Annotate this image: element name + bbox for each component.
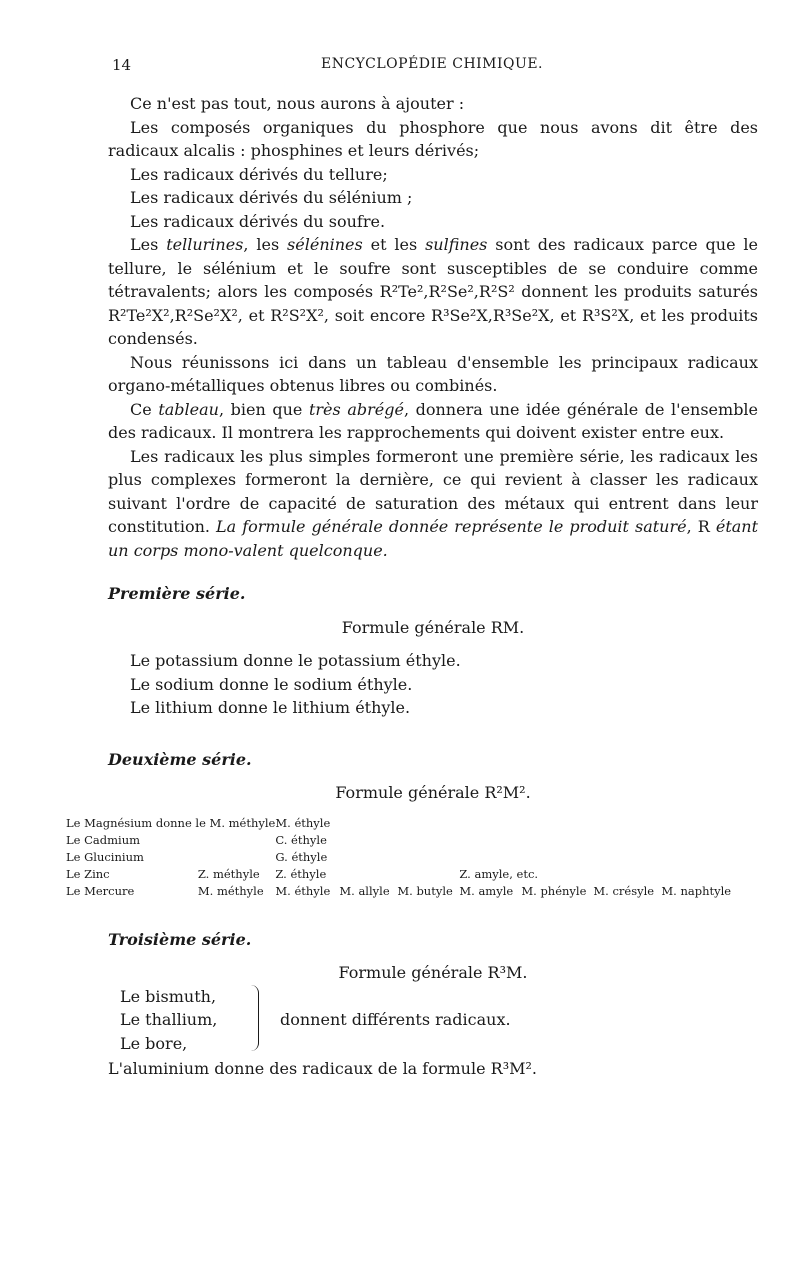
serie2-title: Deuxième série. [108,749,252,769]
serie2-formula: Formule générale R²M². [335,783,531,802]
italic-run: sulfines [425,235,488,254]
text-run: , les [243,235,288,254]
text-run: sont des radicaux parce que le tellure, le sélénium et le soufre sont susceptibles de se conduire comme tétravalents; alors les composés R²Te²,R²Se²,R²S² donnent les produits saturés R²Te²X²,R²Se²X², et R²S²X², soit encore R³Se²X,R³Se²X, et R³S²X, et les produits condensés. [108,235,759,348]
serie1-title: Première série. [108,584,246,603]
table-cell: Le Mercure [66,883,135,898]
table-cell: M. amyle [459,883,514,898]
brace-text: donnent différents radicaux. [280,1009,511,1029]
italic-run: étant un corps mono-valent quelconque. [108,517,759,560]
text-run: et les [362,235,426,254]
serie1-formula: Formule générale RM. [341,617,525,637]
italic-run: tellurines [166,235,244,254]
table-cell: Le Magnésium donne le M. méthyle [66,815,276,830]
running-title: ENCYCLOPÉDIE CHIMIQUE. [321,56,543,72]
italic-run: sélénines [287,235,363,254]
table-cell: M. allyle [339,883,390,898]
table-row [66,849,766,866]
table-cell: Z. amyle, etc. [459,866,539,881]
italic-run: La formule générale donnée représente le produit saturé [216,517,687,536]
italic-run: tableau [158,399,219,419]
table-cell: Z. éthyle [275,866,327,881]
paragraph-abrege [108,398,758,445]
table-cell: Z. méthyle [197,866,260,881]
table-cell: M. phényle [521,883,587,898]
serie3-formula: Formule générale R³M. [338,963,528,982]
table-cell: M. crésyle [593,883,655,898]
text-run: Ce [130,399,159,419]
table-cell: Le Cadmium [66,832,141,847]
italic-run: très abrégé [308,399,404,419]
table-cell: M. éthyle [275,883,331,898]
serie3-last: L'aluminium donne des radicaux de la formule R³M². [108,1058,537,1078]
intro-item: Les radicaux dérivés du sélénium ; [130,188,413,207]
brace-list [120,985,217,1056]
serie3-brace-group [108,985,758,1057]
table-row [66,866,766,883]
table-cell: M. éthyle [275,815,331,830]
brace-item: Le bore, [120,1033,188,1053]
page-body [66,92,759,1080]
page-header [112,56,752,78]
table-cell: G. éthyle [275,849,328,864]
serie1-line: Le sodium donne le sodium éthyle. [130,674,413,694]
serie2-table [66,815,766,900]
curly-brace [248,985,259,1051]
intro-item: Les composés organiques du phosphore que nous avons dit être des radicaux alcalis : phosphines et leurs dérivés; [108,117,758,160]
table-row [66,832,766,849]
text-run: , bien que [218,399,309,419]
text-run: Les radicaux les plus simples formeront une première série, les radicaux les plus complexes formeront la dernière, ce qui revient à classer les radicaux suivant l'ordre de capacité de saturation des métaux qui entrent dans leur constitution. [108,446,758,536]
intro-lead: Ce n'est pas tout, nous aurons à ajouter : [130,94,465,113]
serie3-title: Troisième série. [108,929,252,949]
text-run: , R [686,517,716,536]
table-cell: C. éthyle [275,832,327,847]
table-cell: M. naphtyle [661,883,732,898]
paragraph-tableau: Nous réunissons ici dans un tableau d'ensemble les principaux radicaux organo-métalliques obtenus libres ou combinés. [108,352,758,395]
paragraph-series [108,445,758,563]
page-number: 14 [112,56,132,74]
table-row [66,815,766,832]
text-run: , donnera une idée générale de l'ensemble des radicaux. Il montrera les rapprochements qui doivent exister entre eux. [108,399,759,442]
paragraph-tellurines [108,233,758,351]
intro-item: Les radicaux dérivés du tellure; [130,164,388,184]
table-cell: M. méthyle [197,883,264,898]
serie1-line: Le lithium donne le lithium éthyle. [130,698,411,717]
text-run: Les [130,235,167,254]
table-cell: M. butyle [397,883,453,898]
serie1-line: Le potassium donne le potassium éthyle. [130,651,461,670]
brace-item: Le thallium, [120,1010,218,1029]
intro-item: Les radicaux dérivés du soufre. [130,211,386,231]
brace-item: Le bismuth, [120,986,217,1006]
table-cell: Le Zinc [66,866,110,881]
table-cell: Le Glucinium [66,849,144,864]
table-row [66,883,766,900]
